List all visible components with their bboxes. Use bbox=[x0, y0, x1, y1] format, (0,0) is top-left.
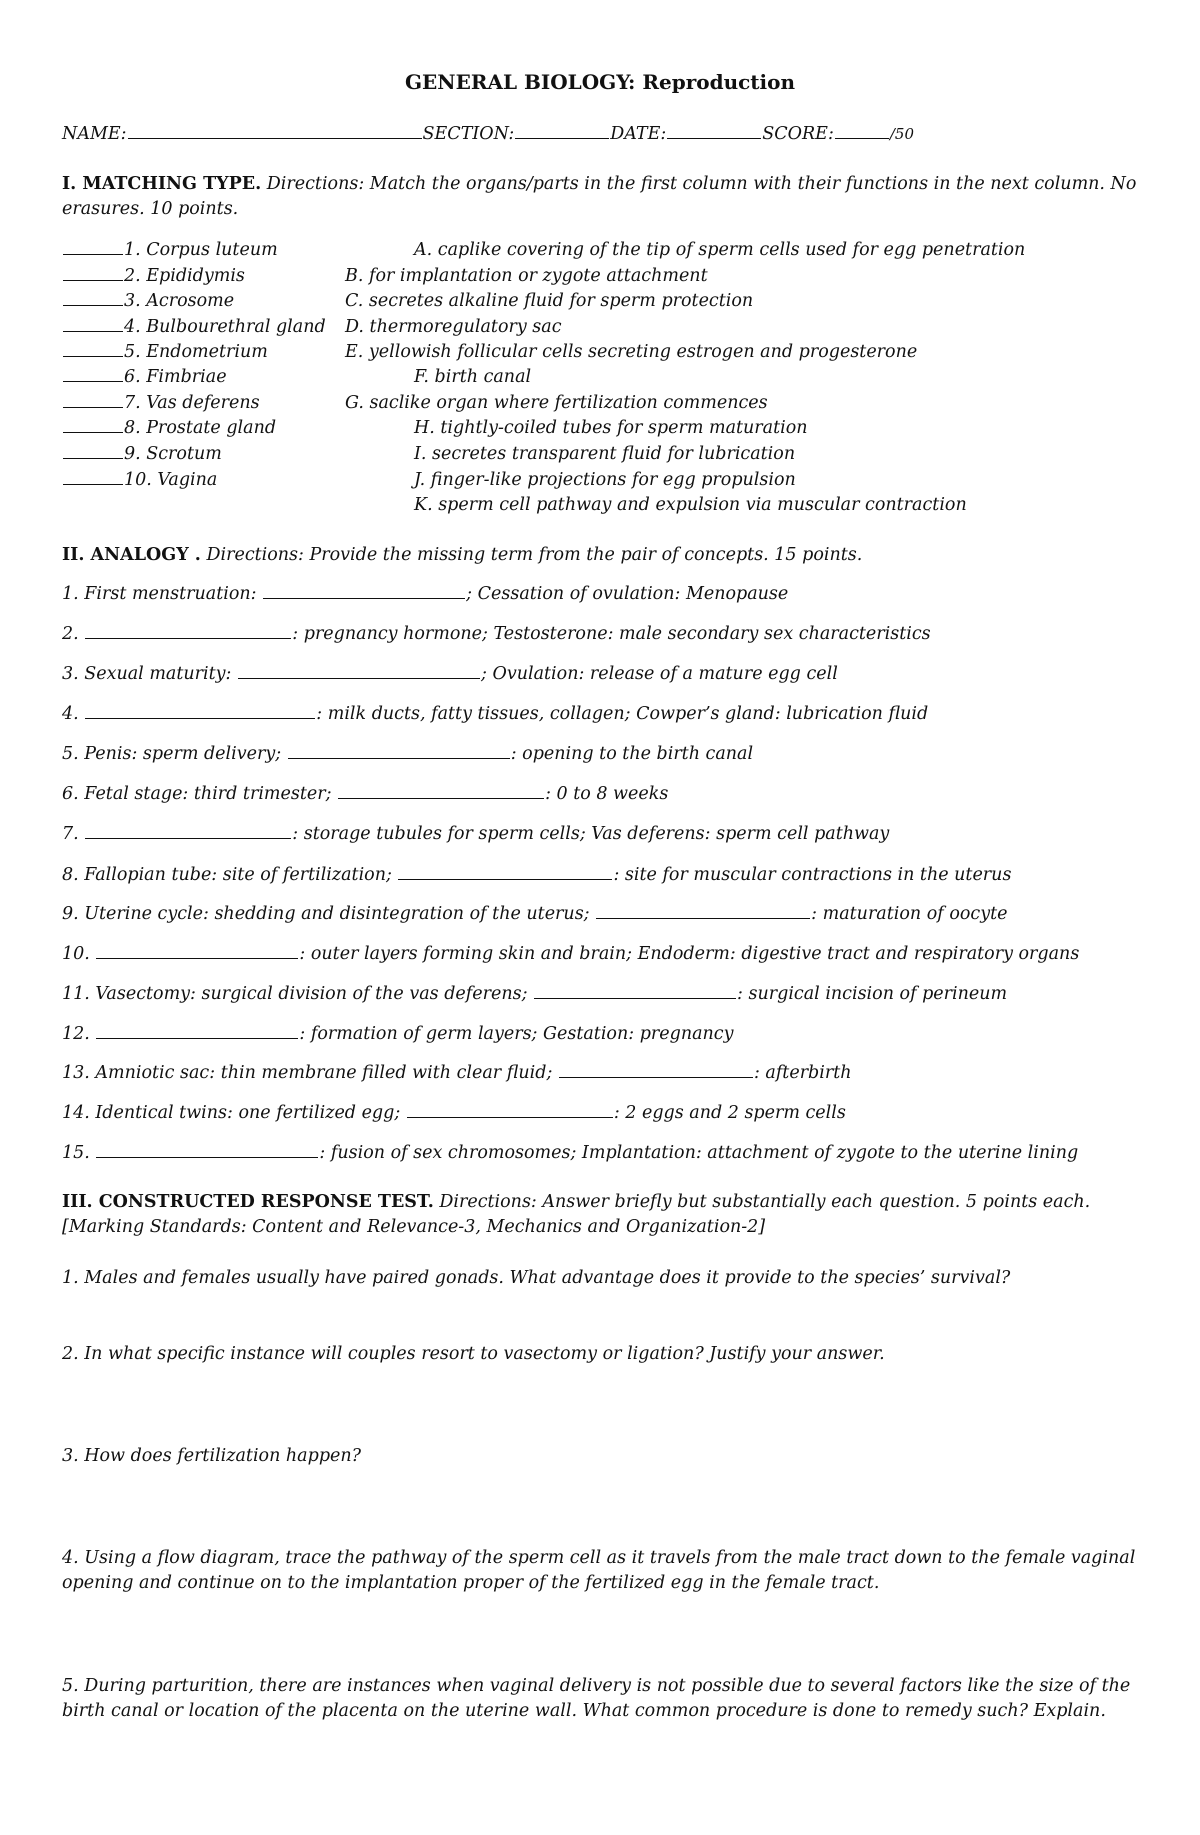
analogy-item: 7. : storage tubules for sperm cells; Vas deferens: sperm cell pathway bbox=[62, 824, 890, 844]
analogy-blank[interactable] bbox=[398, 879, 612, 880]
part2-heading-line bbox=[62, 545, 862, 565]
choice-d: D. thermoregulatory sac bbox=[345, 317, 562, 337]
analogy-item: 4. : milk ducts, fatty tissues, collagen; Cowper’s gland: lubrication fluid bbox=[62, 704, 929, 724]
analogy-blank[interactable] bbox=[534, 998, 736, 999]
choice-h: H. tightly-coiled tubes for sperm maturation bbox=[414, 418, 808, 438]
choice-i: I. secretes transparent fluid for lubrication bbox=[414, 444, 796, 464]
answer-blank[interactable] bbox=[63, 381, 123, 382]
analogy-blank[interactable] bbox=[96, 958, 298, 959]
analogy-item: 12. : formation of germ layers; Gestation: pregnancy bbox=[62, 1024, 734, 1044]
choice-j: J. finger-like projections for egg propulsion bbox=[414, 470, 796, 490]
analogy-blank[interactable] bbox=[338, 798, 544, 799]
marking-standards: [Marking Standards: Content and Relevance-3, Mechanics and Organization-2] bbox=[62, 1217, 766, 1237]
choice-e: E. yellowish follicular cells secreting estrogen and progesterone bbox=[345, 342, 918, 362]
analogy-blank[interactable] bbox=[288, 758, 510, 759]
question-4-cont: opening and continue on to the implantation proper of the fertilized egg in the female tract. bbox=[62, 1573, 880, 1593]
header-fields bbox=[62, 124, 914, 144]
analogy-item: 13. Amniotic sac: thin membrane filled with clear fluid; : afterbirth bbox=[62, 1063, 852, 1083]
score-total: /50 bbox=[889, 125, 914, 143]
part3-heading-line bbox=[62, 1192, 1090, 1212]
matching-item: 5. Endometrium bbox=[62, 342, 268, 362]
choice-g: G. saclike organ where fertilization commences bbox=[345, 393, 768, 413]
analogy-blank[interactable] bbox=[85, 638, 291, 639]
matching-item: 2. Epididymis bbox=[62, 266, 245, 286]
answer-blank[interactable] bbox=[63, 484, 123, 485]
answer-blank[interactable] bbox=[63, 356, 123, 357]
part2-directions: Directions: Provide the missing term from the pair of concepts. 15 points. bbox=[206, 545, 863, 565]
answer-blank[interactable] bbox=[63, 407, 123, 408]
page-title: GENERAL BIOLOGY: Reproduction bbox=[404, 70, 796, 94]
analogy-blank[interactable] bbox=[238, 678, 480, 679]
matching-item: 1. Corpus luteum bbox=[62, 240, 278, 260]
question-2: 2. In what specific instance will couples resort to vasectomy or ligation? Justify your answer. bbox=[62, 1344, 885, 1364]
analogy-blank[interactable] bbox=[559, 1077, 753, 1078]
analogy-item: 6. Fetal stage: third trimester; : 0 to 8 weeks bbox=[62, 784, 669, 804]
part1-heading: I. MATCHING TYPE. bbox=[62, 174, 262, 194]
analogy-item: 5. Penis: sperm delivery; : opening to the birth canal bbox=[62, 744, 754, 764]
matching-item: 9. Scrotum bbox=[62, 444, 222, 464]
part1-directions: Directions: Match the organs/parts in the first column with their functions in the next column. No bbox=[266, 174, 1137, 194]
section-label: SECTION: bbox=[422, 124, 515, 144]
analogy-blank[interactable] bbox=[85, 718, 315, 719]
answer-blank[interactable] bbox=[63, 432, 123, 433]
choice-c: C. secretes alkaline fluid for sperm protection bbox=[345, 291, 754, 311]
matching-item: 8. Prostate gland bbox=[62, 418, 276, 438]
analogy-item: 14. Identical twins: one fertilized egg; : 2 eggs and 2 sperm cells bbox=[62, 1103, 846, 1123]
choice-k: K. sperm cell pathway and expulsion via muscular contraction bbox=[414, 495, 967, 515]
score-label: SCORE: bbox=[762, 124, 834, 144]
analogy-blank[interactable] bbox=[85, 838, 291, 839]
matching-item: 4. Bulbourethral gland bbox=[62, 317, 326, 337]
analogy-item: 15. : fusion of sex chromosomes; Implantation: attachment of zygote to the uterine lining bbox=[62, 1143, 1079, 1163]
answer-blank[interactable] bbox=[63, 254, 123, 255]
analogy-blank[interactable] bbox=[96, 1038, 298, 1039]
analogy-item: 11. Vasectomy: surgical division of the vas deferens; : surgical incision of perineum bbox=[62, 984, 1008, 1004]
choice-f: F. birth canal bbox=[414, 367, 532, 387]
question-5: 5. During parturition, there are instances when vaginal delivery is not possible due to several factors like the size of the bbox=[62, 1676, 1131, 1696]
score-blank[interactable] bbox=[835, 138, 889, 139]
question-1: 1. Males and females usually have paired gonads. What advantage does it provide to the species’ survival? bbox=[62, 1268, 1011, 1288]
date-label: DATE: bbox=[610, 124, 667, 144]
analogy-blank[interactable] bbox=[596, 918, 810, 919]
name-blank[interactable] bbox=[128, 138, 422, 139]
date-blank[interactable] bbox=[667, 138, 761, 139]
section-blank[interactable] bbox=[515, 138, 609, 139]
analogy-blank[interactable] bbox=[263, 598, 465, 599]
answer-blank[interactable] bbox=[63, 458, 123, 459]
analogy-item: 1. First menstruation: ; Cessation of ovulation: Menopause bbox=[62, 584, 789, 604]
part3-directions: Directions: Answer briefly but substantially each question. 5 points each. bbox=[439, 1192, 1091, 1212]
question-4: 4. Using a flow diagram, trace the pathway of the sperm cell as it travels from the male tract down to the female vaginal bbox=[62, 1548, 1136, 1568]
part1-directions-cont: erasures. 10 points. bbox=[62, 199, 239, 219]
analogy-item: 8. Fallopian tube: site of fertilization; : site for muscular contractions in the uterus bbox=[62, 865, 1012, 885]
analogy-item: 2. : pregnancy hormone; Testosterone: male secondary sex characteristics bbox=[62, 624, 931, 644]
choice-a: A. caplike covering of the tip of sperm cells used for egg penetration bbox=[414, 240, 1026, 260]
matching-item: 6. Fimbriae bbox=[62, 367, 227, 387]
question-5-cont: birth canal or location of the placenta on the uterine wall. What common procedure is done to remedy such? Explain. bbox=[62, 1701, 1106, 1721]
part3-heading: III. CONSTRUCTED RESPONSE TEST. bbox=[62, 1192, 434, 1212]
part2-heading: II. ANALOGY . bbox=[62, 545, 201, 565]
analogy-item: 3. Sexual maturity: ; Ovulation: release of a mature egg cell bbox=[62, 664, 838, 684]
answer-blank[interactable] bbox=[63, 331, 123, 332]
name-label: NAME: bbox=[62, 124, 127, 144]
analogy-blank[interactable] bbox=[96, 1157, 318, 1158]
answer-blank[interactable] bbox=[63, 280, 123, 281]
matching-item: 7. Vas deferens bbox=[62, 393, 260, 413]
choice-b: B. for implantation or zygote attachment bbox=[345, 266, 708, 286]
analogy-blank[interactable] bbox=[407, 1117, 613, 1118]
analogy-item: 10. : outer layers forming skin and brain; Endoderm: digestive tract and respiratory organs bbox=[62, 944, 1080, 964]
part1-heading-line bbox=[62, 174, 1136, 194]
matching-item: 3. Acrosome bbox=[62, 291, 234, 311]
question-3: 3. How does fertilization happen? bbox=[62, 1446, 362, 1466]
matching-item: 10. Vagina bbox=[62, 470, 217, 490]
analogy-item: 9. Uterine cycle: shedding and disintegration of the uterus; : maturation of oocyte bbox=[62, 904, 1008, 924]
answer-blank[interactable] bbox=[63, 305, 123, 306]
